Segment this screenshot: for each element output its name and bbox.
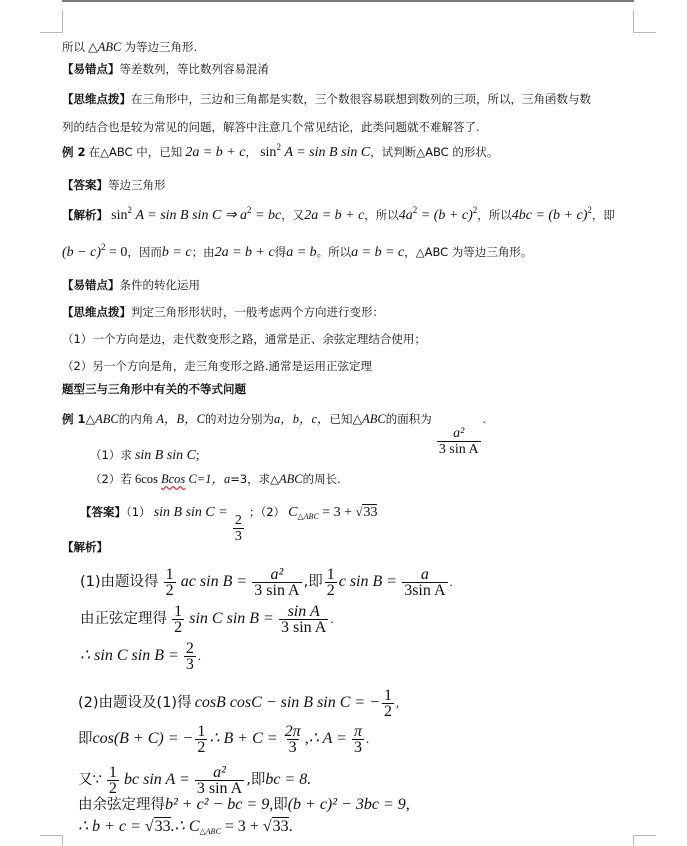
equation: sin (260, 145, 277, 160)
equation: 2a = b + c (214, 245, 275, 260)
text: 列的结合也是较为常见的问题，解答中注意几个常见结论，此类问题就不难解答了. (62, 120, 480, 134)
solution-part2-line-4 (78, 796, 410, 814)
margin-corner-bottom-right (633, 835, 656, 846)
equation: ∴ B + C = (209, 729, 278, 747)
numerator: 2 (234, 513, 242, 528)
text: △ABC (352, 412, 386, 426)
text: 的面积为 (385, 412, 432, 426)
text: ，又 (281, 208, 305, 222)
example1-answer: 【答案】（1） sin B sin C = $\frac{2}{3}$ ；（2） $C_{\triangle ABC} = 3 + √33$ (80, 505, 378, 544)
fraction (279, 604, 328, 636)
text: 6cos (134, 472, 158, 486)
denominator: 3 sin A (254, 582, 300, 599)
example2-tip-item-2 (62, 357, 372, 375)
example1-question: 例 1△ABC的内角 A，B，C的对边分别为a，b，c，已知△ABC的面积为 $\frac{\text{a²}}{\text{3 sin A}}$ . (62, 412, 486, 457)
solution-part2-line-5: ∴ b + c = √33.∴ $C_{\triangle ABC} = 3 + √33$. (78, 818, 293, 836)
text: 在△ABC 中，已知 (88, 145, 183, 159)
equation: ac sin B = (180, 572, 248, 590)
text: ，△ABC 为等边三角形。 (404, 245, 533, 259)
text: a (223, 472, 231, 486)
conclusion-line (62, 38, 197, 56)
margin-corner-top-right (633, 10, 656, 33)
equation: = (b + c) (417, 208, 473, 223)
equation: sin (111, 208, 128, 223)
answer-label: 【答案】 (62, 178, 108, 192)
example2-tip-item-1 (62, 330, 426, 348)
denominator: 2 (197, 739, 206, 756)
sqrt-value: 33 (363, 505, 378, 520)
example2-question: 例 2 在△ABC 中，已知 2a = b + c， $\sin^2 A = \sin B$ sin C，试判断△ABC 的形状。 (62, 142, 499, 160)
text: . (288, 818, 293, 835)
fraction (325, 567, 337, 599)
fraction (164, 567, 176, 599)
equation: ∴ sin C sin B = (80, 646, 179, 664)
text: 又∵ (78, 771, 102, 788)
equation: ,∴ A = (304, 729, 347, 747)
equation: .∴ C (170, 818, 200, 835)
equation: 4bc = (b + c) (511, 208, 588, 223)
fraction (195, 724, 207, 756)
answer-text: 等边三角形 (108, 178, 166, 192)
text: ABC (279, 472, 303, 486)
text: 的周长. (302, 472, 341, 486)
example1-analysis-label (62, 538, 108, 556)
text: 的内角 (118, 412, 154, 426)
text: ，所以 (477, 208, 512, 222)
denominator: 3 (288, 739, 297, 756)
numerator: sin A (287, 603, 320, 620)
equation: sin B sin C = (153, 505, 228, 520)
text: =3，求△ (230, 472, 280, 486)
denominator: 2 (174, 619, 183, 636)
text: 即 (273, 797, 288, 813)
example1-q2 (90, 470, 341, 488)
text: 为等边三角形. (124, 40, 198, 54)
text: △ABC (85, 412, 119, 426)
example2-answer (62, 176, 166, 194)
sqrt-value: 33 (272, 818, 289, 835)
subscript: △ABC (297, 512, 319, 521)
prev-tip-line-2 (62, 118, 480, 136)
sqrt-value: 33 (154, 818, 171, 835)
equation: b = c (161, 245, 192, 260)
margin-corner-top-left (40, 10, 63, 33)
text: C=1， (188, 472, 224, 486)
text: (1)由题设得 (80, 573, 159, 590)
text: 等差数列，等比数列容易混淆 (119, 62, 269, 76)
analysis-label: 【解析】 (62, 208, 108, 222)
numerator: 1 (197, 723, 206, 740)
equation: cos(B + C) = − (92, 729, 194, 747)
text: A，B，C (156, 412, 205, 426)
numerator: a² (213, 764, 226, 781)
fraction (195, 765, 244, 797)
fraction (402, 567, 447, 599)
numerator: a (420, 566, 429, 583)
text: ； (248, 505, 261, 519)
text: ，试判断△ABC 的形状。 (370, 145, 499, 159)
section-heading: 题型三与三角形中有关的不等式问题 (62, 382, 246, 396)
text: 判定三角形形状时，一般考虑两个方向进行变形： (131, 305, 384, 319)
denominator: 3 (353, 739, 362, 756)
text: ；由 (191, 245, 215, 259)
equation: A = sin B sin C (284, 145, 371, 160)
equation: C (288, 505, 298, 520)
denominator: 2 (165, 582, 174, 599)
equation: 2a = b + c (185, 145, 246, 160)
fraction (283, 724, 303, 756)
example2-analysis-line-1: 【解析】 $\sin^2 A = \sin B$ sin C ⇒ $a^2$ = bc，又2a = b + c，所以$4a^2 = (b + c)^2$，所以$4bc = (b + c)^2$，即 (62, 205, 615, 223)
equation: a = b (286, 245, 317, 260)
area-fraction (437, 426, 481, 458)
numerator: 1 (174, 603, 183, 620)
text: ,即 (303, 573, 323, 590)
denominator: 3sin A (404, 582, 446, 599)
text: （1）一个方向是边，走代数变形之路，通常是正、余弦定理结合使用； (62, 332, 426, 346)
label-thinking-tip: 【思维点拨】 (62, 92, 131, 106)
equation: bc = 8. (265, 770, 312, 788)
numerator: π (353, 723, 362, 740)
text: （2）另一个方向是角，走三角变形之路.通常是运用正弦定理 (62, 359, 372, 373)
text: 得 (274, 245, 287, 259)
equation: a = b = c (351, 245, 405, 260)
text: 已知 (329, 412, 353, 426)
text: （1）求 (90, 448, 132, 462)
denominator: 3 (185, 656, 194, 673)
numerator: 1 (384, 687, 392, 704)
denominator: 3 sin A (196, 780, 243, 797)
subscript: △ABC (199, 827, 221, 836)
solution-step-3: ∴ sin C sin B = $\frac{2}{3}$ . (80, 640, 202, 673)
text: ，即 (591, 208, 615, 222)
equation: = bc (251, 208, 282, 223)
label-error-prone: 【易错点】 (62, 278, 120, 292)
fraction (352, 724, 364, 756)
numerator: 1 (165, 566, 174, 583)
section-title (62, 380, 246, 398)
text: （2）若 (90, 472, 132, 486)
fraction (252, 567, 301, 599)
equation: cosB cosC − sin B sin C = − (194, 693, 380, 711)
fraction (184, 641, 196, 673)
numerator: 1 (108, 764, 117, 781)
text: 。所以 (316, 245, 352, 259)
equation: = 3 + (318, 505, 356, 520)
equation: = 0 (105, 245, 128, 260)
denominator: 2 (108, 780, 117, 797)
fraction (233, 513, 244, 545)
numerator: 1 (326, 566, 335, 583)
equation: sin B sin C (134, 448, 197, 463)
text: 在三角形中，三边和三角都是实数，三个数很容易联想到数列的三项，所以，三角函数与数 (131, 92, 591, 106)
text: a，b，c， (273, 412, 330, 426)
example2-analysis-line-2: $(b - c)^2 = 0$，因而b = c；由2a = b + c得a = b。所以a = b = c，△ABC 为等边三角形。 (62, 242, 533, 260)
equation: sin C sin B = (189, 609, 274, 627)
fraction (107, 765, 119, 797)
analysis-label: 【解析】 (62, 540, 108, 554)
text: ，所以 (364, 208, 399, 222)
text: 的对边分别为 (204, 412, 274, 426)
solution-step-2: 由正弦定理得 $\frac{1}{2}$ sin C sin B = $\frac{\text{sin A}}{\text{3 sin A}}$ . (80, 603, 334, 636)
solution-part2-line-1: (2)由题设及(1)得 cosB cosC − sin B sin C = − $\frac{1}{2}$ , (78, 687, 400, 720)
numerator: 2π (284, 723, 301, 740)
margin-corner-bottom-left (40, 835, 63, 846)
page-top-edge (62, 0, 634, 2)
text: （1） (126, 505, 151, 519)
equation: c sin B = (338, 572, 398, 590)
fraction (382, 688, 394, 720)
equation: = 3 + (220, 818, 263, 835)
example2-error-line (62, 276, 200, 294)
fraction (172, 604, 184, 636)
spellcheck-underlined-text: Bcos (161, 472, 186, 486)
equation: bc sin A = (123, 770, 190, 788)
answer-label: 【答案】 (80, 505, 126, 519)
equation: (b − c) (62, 245, 101, 260)
text: ,即 (246, 771, 266, 788)
text: ; (196, 448, 200, 462)
denominator: 2 (384, 703, 392, 720)
text: 由余弦定理得 (78, 797, 165, 813)
solution-part2-line-2: 即cos(B + C) = − $\frac{1}{2}$ ∴ B + C = $\frac{2\pi}{3}$ ,∴ A = $\frac{\pi}{3}$ . (78, 723, 370, 756)
numerator: a² (453, 426, 465, 441)
denominator: 3 sin A (438, 442, 479, 457)
numerator: a² (270, 566, 284, 583)
equation: ∴ b + c = (78, 818, 145, 835)
text: ， (245, 145, 257, 159)
equation: 4a (398, 208, 413, 223)
text: 所以 (62, 40, 85, 54)
text: （2） (260, 505, 286, 519)
text: (2)由题设及(1)得 (78, 694, 192, 711)
equation: b² + c² − bc = 9, (165, 796, 274, 813)
prev-error-line (62, 60, 269, 78)
equation: 2a = b + c (304, 208, 365, 223)
denominator: 3 (234, 529, 242, 544)
solution-part2-line-3 (78, 765, 311, 797)
text: 条件的转化运用 (119, 278, 200, 292)
solution-step-1: (1)由题设得 $\frac{1}{2}$ ac sin B = $\frac{\text{a²}}{\text{3 sin A}}$ ,即 $\frac{1}{2}$ c sin B = $\frac{a}{\text{3sin A}}$ . (80, 566, 453, 599)
text: 由正弦定理得 (80, 610, 167, 627)
equation: A = sin B sin C ⇒ a (135, 208, 248, 223)
example-label: 例 2 (62, 145, 86, 159)
example1-q1 (90, 446, 200, 465)
triangle-symbol: △ABC (88, 40, 122, 54)
label-error-prone: 【易错点】 (62, 62, 120, 76)
example2-tip-line (62, 303, 384, 321)
denominator: 3 sin A (280, 619, 327, 636)
prev-tip-line-1 (62, 90, 591, 108)
denominator: 2 (326, 582, 335, 599)
text: 即 (78, 730, 93, 747)
example-label: 例 1 (62, 412, 86, 426)
label-thinking-tip: 【思维点拨】 (62, 305, 131, 319)
equation: (b + c)² − 3bc = 9, (287, 796, 410, 813)
numerator: 2 (185, 640, 194, 657)
text: ，因而 (127, 245, 162, 259)
